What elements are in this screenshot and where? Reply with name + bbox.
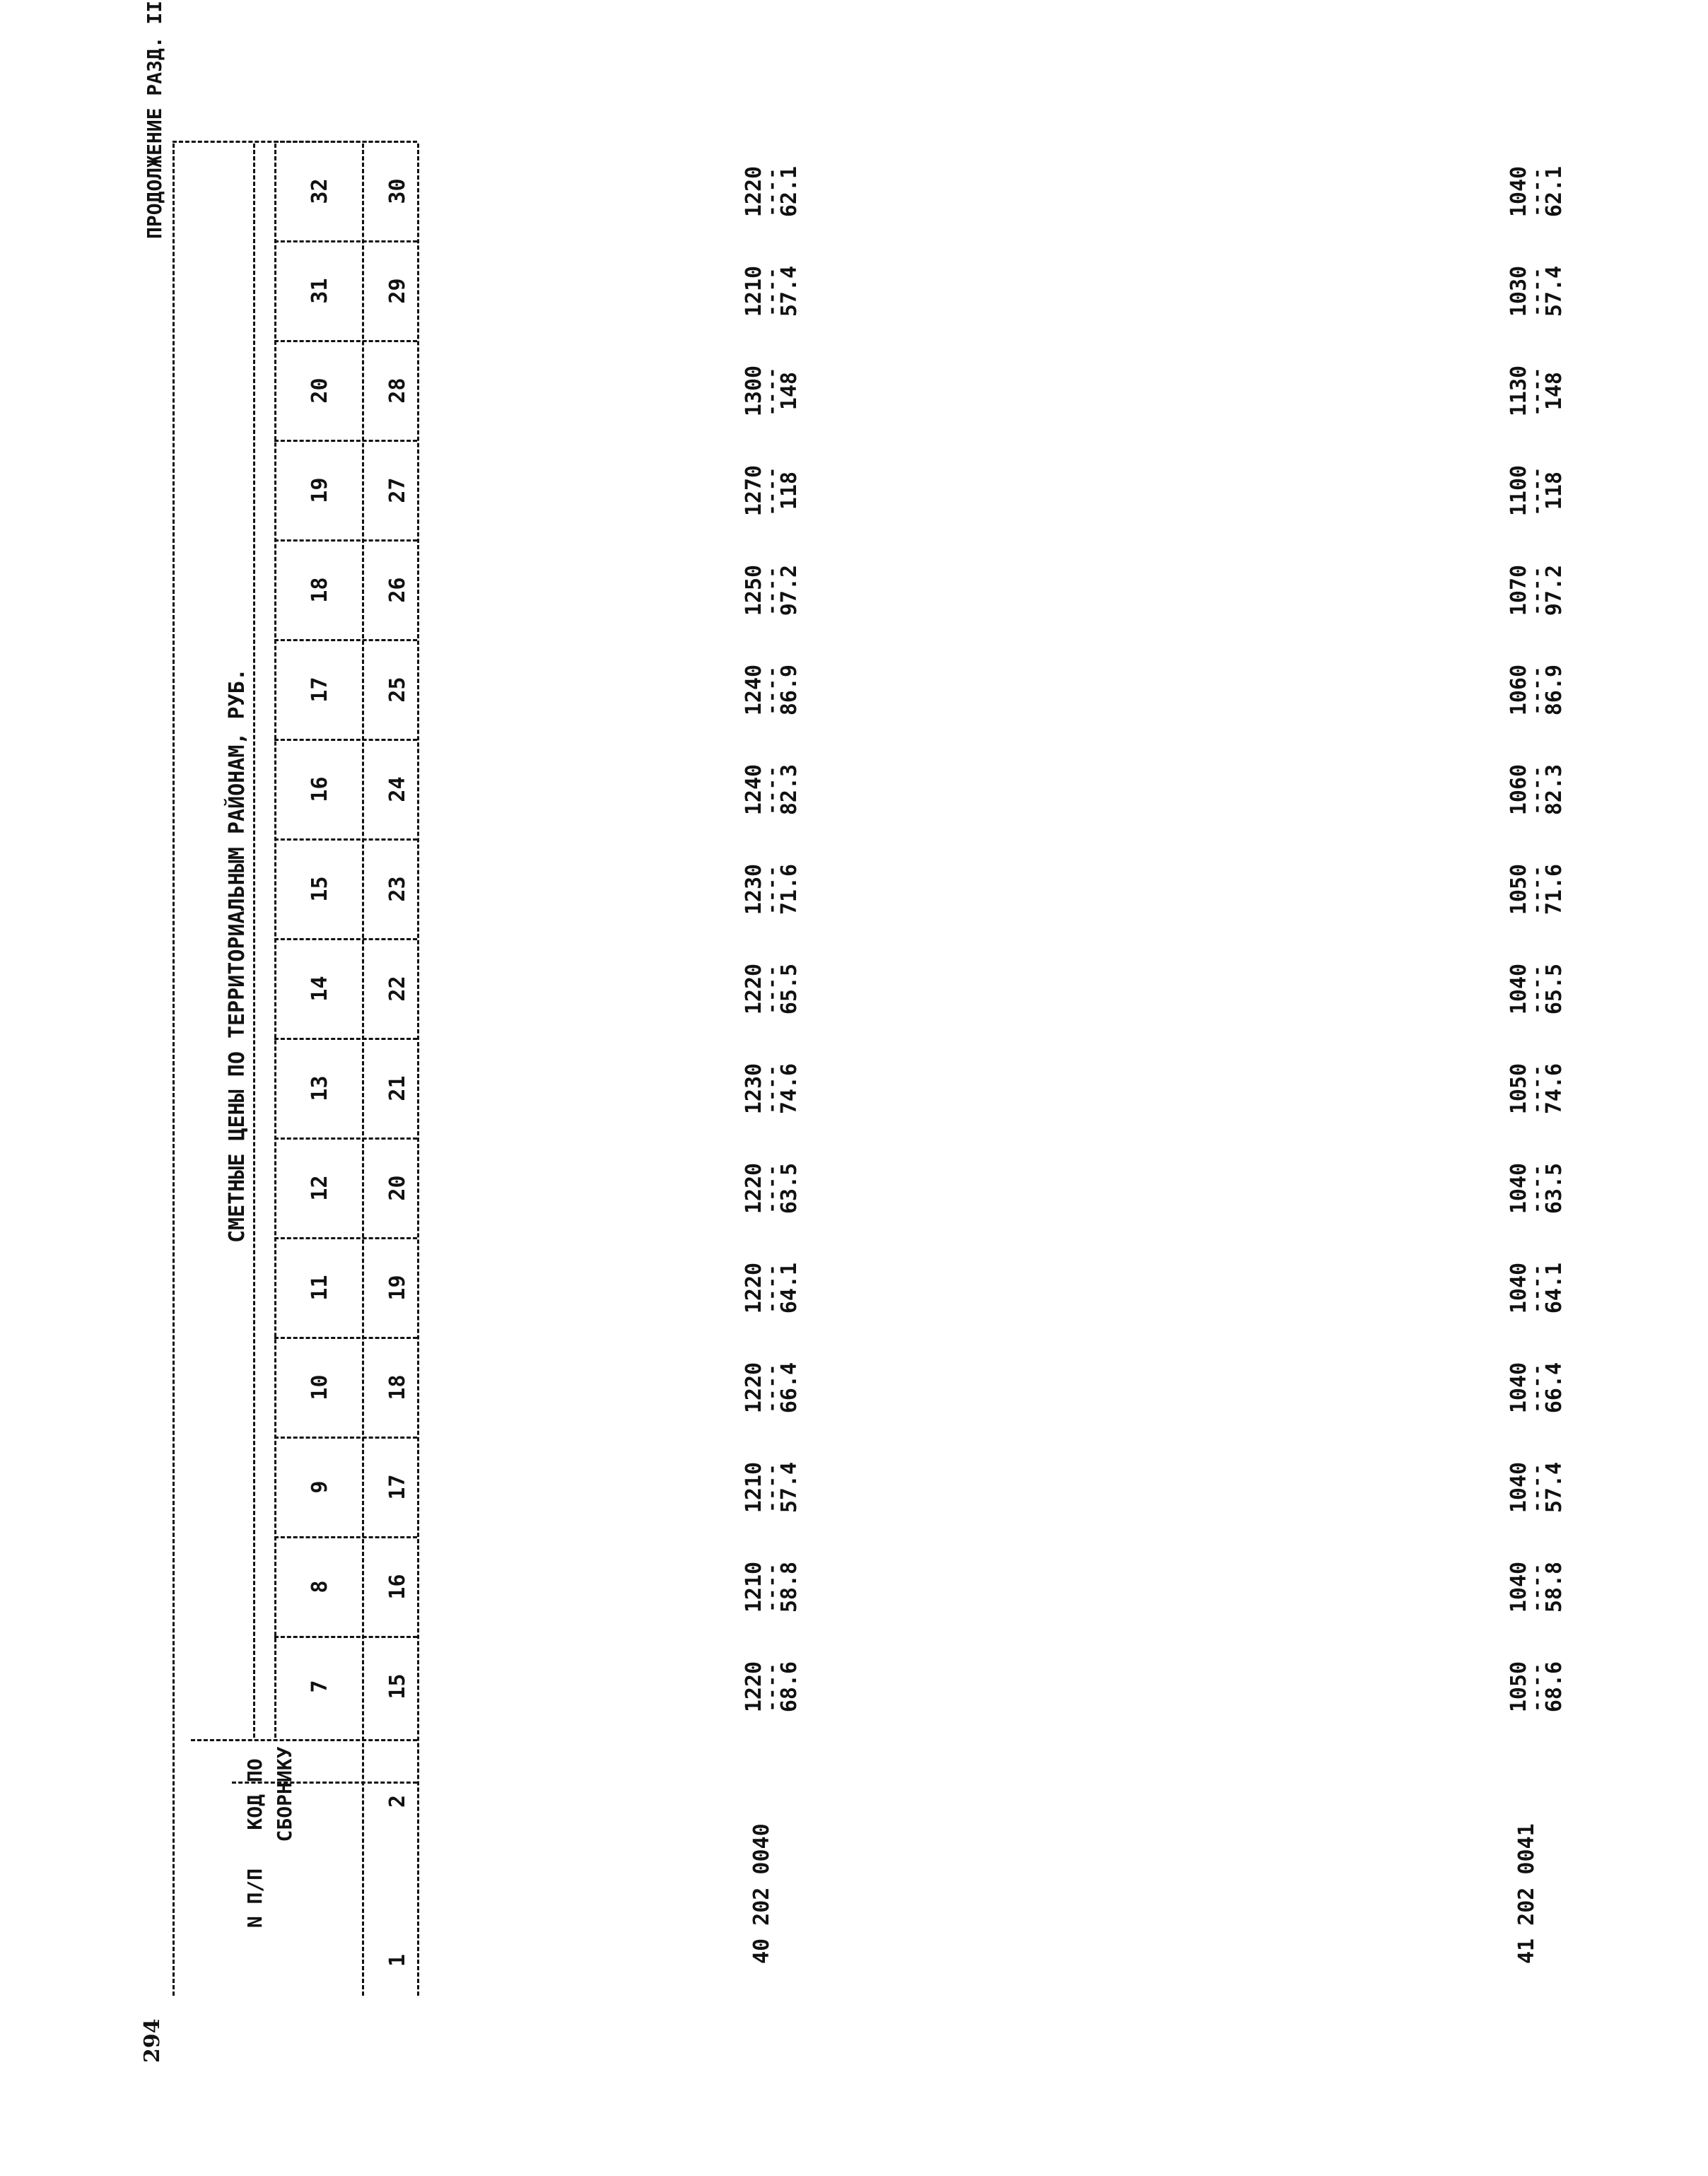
price-fraction	[1507, 1139, 1567, 1238]
column-number-cell: 28	[385, 378, 410, 404]
price-component: 74.6	[777, 1063, 802, 1115]
column-number-cell: 25	[385, 677, 410, 703]
price-component: 64.1	[777, 1262, 802, 1314]
column-number-cell: 16	[385, 1574, 410, 1600]
price-component: 58.8	[1542, 1561, 1567, 1613]
fraction-bar: ----	[1526, 764, 1548, 815]
price-component: 68.6	[1542, 1661, 1567, 1713]
price-fraction	[1507, 940, 1567, 1039]
fraction-bar: ----	[761, 665, 783, 715]
header-group-title: СМЕТНЫЕ ЦЕНЫ ПО ТЕРРИТОРИАЛЬНЫМ РАЙОНАМ, РУБ.	[225, 668, 250, 1243]
price-fraction	[742, 1538, 802, 1637]
fraction-bar: ----	[1526, 266, 1548, 317]
price-fraction	[742, 242, 802, 341]
price-fraction	[742, 640, 802, 739]
price-base: 1130	[1507, 365, 1531, 417]
price-component: 65.5	[1542, 963, 1567, 1015]
region-number-cell: 18	[308, 577, 332, 603]
region-number-cell: 7	[308, 1680, 332, 1693]
price-component: 118	[1542, 471, 1567, 510]
price-base: 1220	[742, 1262, 766, 1314]
price-base: 1300	[742, 365, 766, 417]
fraction-bar: ----	[761, 864, 783, 915]
price-component: 63.5	[1542, 1162, 1567, 1215]
column-number-cell: 26	[385, 577, 410, 603]
price-fraction	[1507, 142, 1567, 241]
price-base: 1100	[1507, 464, 1531, 517]
fraction-bar: ----	[761, 964, 783, 1014]
region-number-cell: 13	[308, 1075, 332, 1101]
price-base: 1220	[742, 165, 766, 218]
price-fraction	[742, 341, 802, 440]
price-fraction	[742, 1039, 802, 1138]
region-number-cell: 32	[308, 178, 332, 204]
price-fraction	[742, 1139, 802, 1238]
fraction-bar: ----	[761, 465, 783, 516]
fraction-bar: ----	[1526, 964, 1548, 1014]
price-fraction	[1507, 242, 1567, 341]
price-base: 1240	[742, 764, 766, 816]
price-base: 1220	[742, 1362, 766, 1414]
region-number-cell: 17	[308, 677, 332, 703]
header-num: N П/П	[243, 1868, 267, 1929]
column-number-cell: 21	[385, 1075, 410, 1101]
region-number-cell: 12	[308, 1175, 332, 1201]
price-fraction	[742, 1338, 802, 1437]
price-base: 1050	[1507, 1063, 1531, 1115]
price-component: 63.5	[777, 1162, 802, 1215]
price-component: 74.6	[1542, 1063, 1567, 1115]
fraction-bar: ----	[761, 365, 783, 416]
price-base: 1070	[1507, 564, 1531, 616]
price-fraction	[742, 740, 802, 839]
column-number-cell: 20	[385, 1175, 410, 1201]
price-fraction	[742, 1438, 802, 1537]
fraction-bar: ----	[1526, 1661, 1548, 1712]
fraction-bar: ----	[761, 1063, 783, 1114]
region-number-cell: 15	[308, 876, 332, 902]
fraction-bar: ----	[1526, 1163, 1548, 1214]
price-component: 86.9	[777, 664, 802, 716]
price-fraction	[742, 840, 802, 939]
table-bottom-rule	[417, 144, 419, 1996]
price-fraction	[1507, 341, 1567, 440]
header-code: КОД ПО СБОРНИКУ	[243, 1746, 296, 1842]
price-fraction	[1507, 740, 1567, 839]
colnum-separator	[362, 144, 364, 1996]
column-number-cell: 23	[385, 876, 410, 902]
fraction-bar: ----	[1526, 1462, 1548, 1513]
fraction-bar: ----	[761, 1163, 783, 1214]
fraction-bar: ----	[1526, 1562, 1548, 1613]
price-fraction	[1507, 840, 1567, 939]
fraction-bar: ----	[1526, 1263, 1548, 1314]
fraction-bar: ----	[761, 565, 783, 616]
price-base: 1040	[1507, 1362, 1531, 1414]
region-number-cell: 11	[308, 1275, 332, 1301]
page-number: 294	[140, 2018, 165, 2063]
region-separator	[274, 144, 276, 1738]
column-number-cell: 19	[385, 1275, 410, 1301]
region-number-cell: 14	[308, 976, 332, 1002]
price-fraction	[742, 142, 802, 241]
column-number-cell: 15	[385, 1673, 410, 1700]
price-component: 58.8	[777, 1561, 802, 1613]
price-base: 1240	[742, 664, 766, 716]
price-component: 66.4	[777, 1362, 802, 1414]
fraction-bar: ----	[1526, 365, 1548, 416]
price-base: 1050	[1507, 1661, 1531, 1713]
price-base: 1220	[742, 1162, 766, 1215]
price-base: 1030	[1507, 265, 1531, 317]
price-base: 1040	[1507, 1461, 1531, 1514]
price-base: 1210	[742, 1561, 766, 1613]
colnum-2: 2	[385, 1794, 410, 1808]
column-number-cell: 22	[385, 976, 410, 1002]
region-number-cell: 31	[308, 278, 332, 304]
price-component: 57.4	[1542, 1461, 1567, 1514]
price-component: 82.3	[777, 764, 802, 816]
region-number-cell: 8	[308, 1580, 332, 1593]
price-fraction	[1507, 1637, 1567, 1736]
price-component: 57.4	[777, 1461, 802, 1514]
price-component: 66.4	[1542, 1362, 1567, 1414]
price-fraction	[1507, 1438, 1567, 1537]
fraction-bar: ----	[761, 1263, 783, 1314]
fraction-bar: ----	[761, 1462, 783, 1513]
price-base: 1250	[742, 564, 766, 616]
price-base: 1040	[1507, 1262, 1531, 1314]
column-number-cell: 18	[385, 1374, 410, 1400]
price-fraction	[742, 1239, 802, 1338]
price-base: 1040	[1507, 1561, 1531, 1613]
fraction-bar: ----	[1526, 465, 1548, 516]
column-number-cell: 29	[385, 278, 410, 304]
price-fraction	[1507, 441, 1567, 540]
row-code-41: 41 202 0041	[1514, 1823, 1539, 1964]
region-number-cell: 10	[308, 1374, 332, 1400]
fraction-bar: ----	[761, 764, 783, 815]
fraction-bar: ----	[761, 1362, 783, 1413]
price-component: 82.3	[1542, 764, 1567, 816]
column-number-cell: 27	[385, 477, 410, 503]
fraction-bar: ----	[761, 1661, 783, 1712]
price-fraction	[1507, 1338, 1567, 1437]
price-component: 148	[777, 371, 802, 411]
column-number-cell: 17	[385, 1474, 410, 1500]
price-base: 1270	[742, 464, 766, 517]
column-number-cell: 24	[385, 776, 410, 802]
price-base: 1040	[1507, 963, 1531, 1015]
region-number-cell: 19	[308, 477, 332, 503]
fraction-bar: ----	[1526, 1362, 1548, 1413]
price-fraction	[742, 1637, 802, 1736]
price-component: 57.4	[1542, 265, 1567, 317]
price-component: 148	[1542, 371, 1567, 411]
price-fraction	[1507, 1039, 1567, 1138]
price-base: 1060	[1507, 664, 1531, 716]
fraction-bar: ----	[761, 1562, 783, 1613]
fraction-bar: ----	[1526, 166, 1548, 217]
fraction-bar: ----	[761, 166, 783, 217]
price-base: 1220	[742, 1661, 766, 1713]
price-base: 1040	[1507, 1162, 1531, 1215]
price-fraction	[742, 940, 802, 1039]
price-component: 71.6	[777, 863, 802, 916]
price-fraction	[1507, 640, 1567, 739]
price-component: 62.1	[777, 165, 802, 218]
region-number-cell: 9	[308, 1480, 332, 1494]
price-component: 65.5	[777, 963, 802, 1015]
region-number-cell: 20	[308, 378, 332, 404]
price-component: 62.1	[1542, 165, 1567, 218]
price-component: 97.2	[1542, 564, 1567, 616]
region-number-cell: 16	[308, 776, 332, 802]
section-continuation: ПРОДОЛЖЕНИЕ РАЗД. II	[143, 0, 166, 239]
price-component: 97.2	[777, 564, 802, 616]
price-component: 118	[777, 471, 802, 510]
price-fraction	[1507, 1538, 1567, 1637]
price-base: 1220	[742, 963, 766, 1015]
price-fraction	[1507, 541, 1567, 640]
price-fraction	[742, 441, 802, 540]
fraction-bar: ----	[1526, 1063, 1548, 1114]
price-component: 86.9	[1542, 664, 1567, 716]
colnum-1: 1	[385, 1953, 410, 1967]
price-base: 1210	[742, 265, 766, 317]
fraction-bar: ----	[1526, 665, 1548, 715]
price-base: 1230	[742, 1063, 766, 1115]
price-base: 1210	[742, 1461, 766, 1514]
row-code-40: 40 202 0040	[749, 1823, 774, 1964]
fraction-bar: ----	[1526, 565, 1548, 616]
price-base: 1050	[1507, 863, 1531, 916]
price-base: 1230	[742, 863, 766, 916]
price-fraction	[1507, 1239, 1567, 1338]
price-component: 64.1	[1542, 1262, 1567, 1314]
column-number-cell: 30	[385, 178, 410, 204]
group-separator	[253, 144, 255, 1738]
table-top-rule	[172, 144, 175, 1996]
price-component: 57.4	[777, 265, 802, 317]
price-component: 71.6	[1542, 863, 1567, 916]
col-divider-code	[191, 1739, 417, 1741]
fraction-bar: ----	[761, 266, 783, 317]
price-component: 68.6	[777, 1661, 802, 1713]
price-fraction	[742, 541, 802, 640]
region-column-divider	[274, 141, 417, 143]
price-base: 1040	[1507, 165, 1531, 218]
price-base: 1060	[1507, 764, 1531, 816]
fraction-bar: ----	[1526, 864, 1548, 915]
